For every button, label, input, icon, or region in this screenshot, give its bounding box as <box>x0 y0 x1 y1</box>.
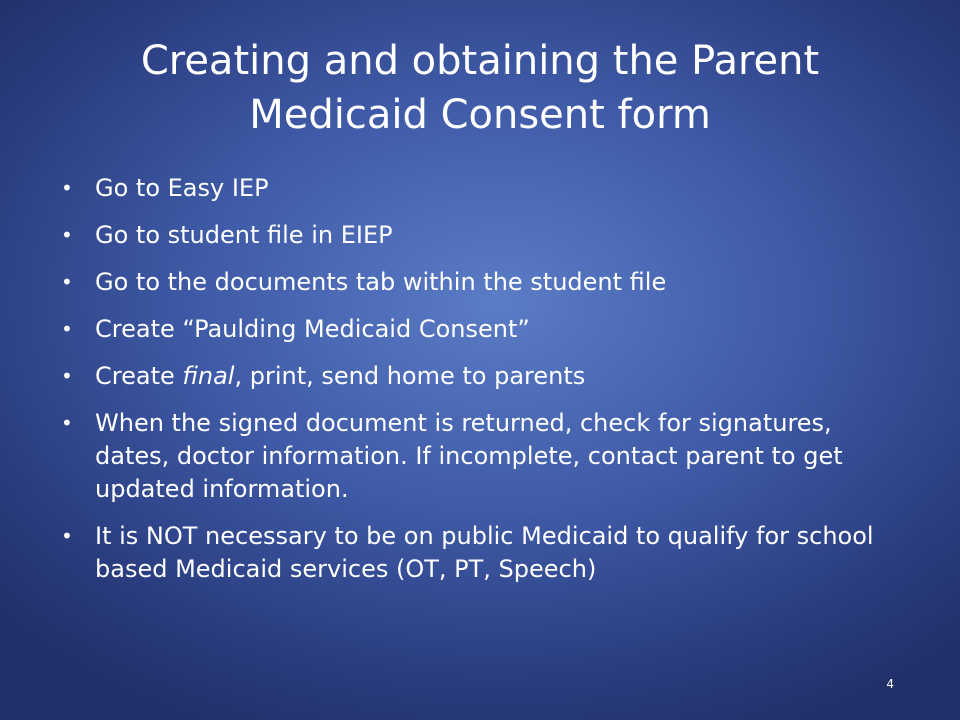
bullet-text: Go to Easy IEP <box>95 174 269 202</box>
bullet-text-emphasis: final <box>182 362 235 390</box>
page-number: 4 <box>886 677 894 691</box>
bullet-item <box>60 219 905 252</box>
bullet-text: Go to student file in EIEP <box>95 221 393 249</box>
bullet-item <box>60 520 905 586</box>
bullet-item <box>60 407 905 506</box>
bullet-marker: • <box>61 317 73 341</box>
bullet-item <box>60 266 905 299</box>
slide-title-line-2: Medicaid Consent form <box>249 92 711 138</box>
bullet-list <box>60 172 905 600</box>
bullet-item <box>60 172 905 205</box>
bullet-text: Go to the documents tab within the student file <box>95 268 667 296</box>
bullet-item <box>60 313 905 346</box>
bullet-text-post: , print, send home to parents <box>234 362 586 390</box>
bullet-marker: • <box>61 364 73 388</box>
bullet-text-pre: Create <box>95 362 183 390</box>
bullet-marker: • <box>61 411 73 435</box>
bullet-marker: • <box>61 176 73 200</box>
bullet-text: Create “Paulding Medicaid Consent” <box>95 315 530 343</box>
bullet-item <box>60 360 905 393</box>
slide-title-line-1: Creating and obtaining the Parent <box>140 38 820 84</box>
bullet-text: It is NOT necessary to be on public Medicaid to qualify for school based Medicaid services (OT, PT, Speech) <box>95 522 874 583</box>
slide-title <box>60 34 900 142</box>
bullet-marker: • <box>61 524 73 548</box>
bullet-marker: • <box>61 223 73 247</box>
bullet-text: When the signed document is returned, check for signatures, dates, doctor information. If incomplete, contact parent to get updated information. <box>95 409 843 503</box>
bullet-marker: • <box>61 270 73 294</box>
bullet-text <box>95 360 905 393</box>
